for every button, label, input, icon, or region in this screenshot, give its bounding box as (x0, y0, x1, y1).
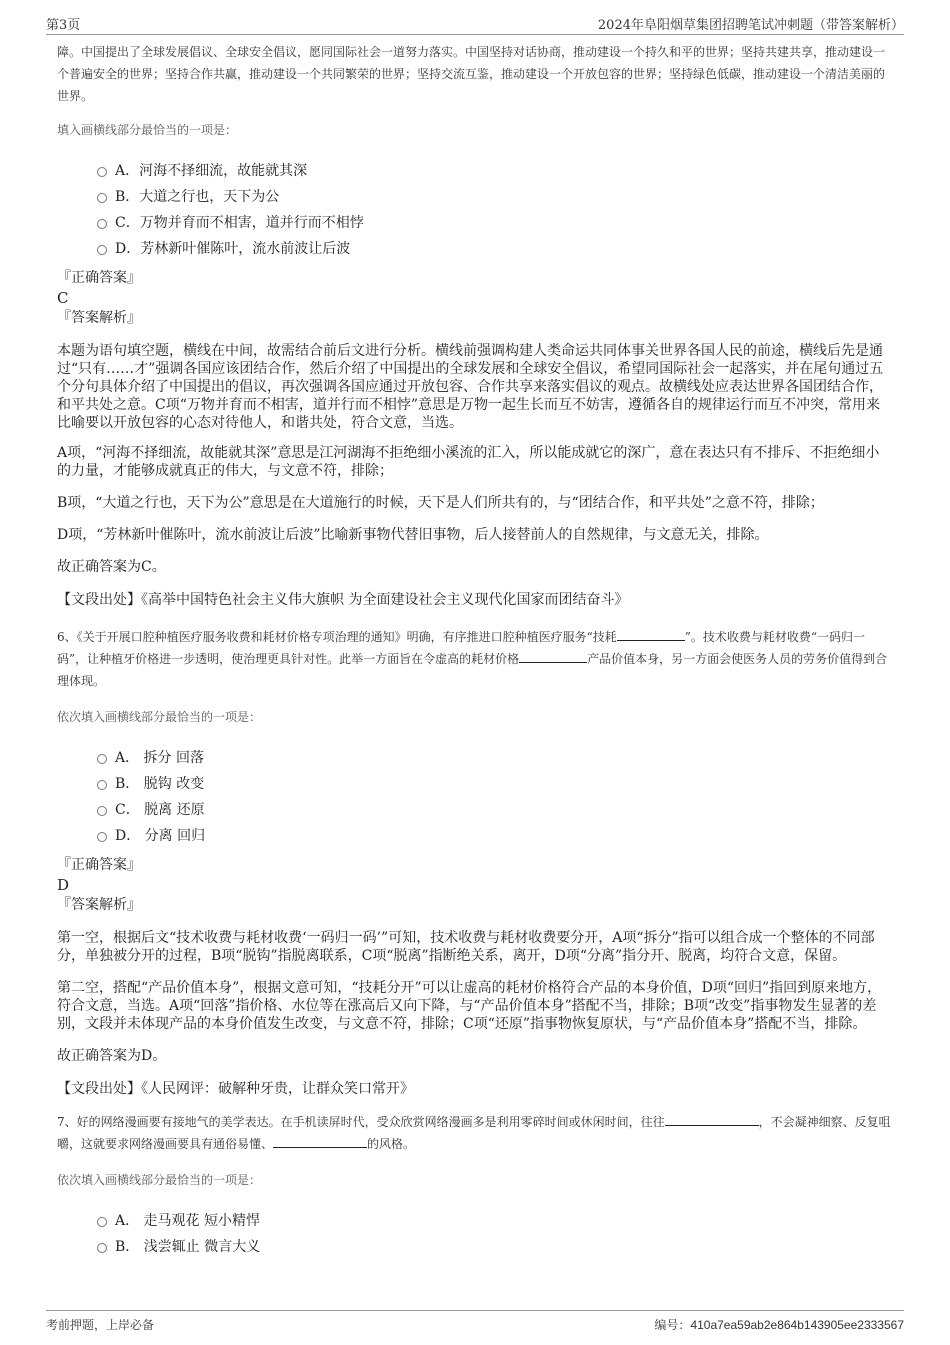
source-citation: 【文段出处】《高举中国特色社会主义伟大旗帜 为全面建设社会主义现代化国家而团结奋斗》 (57, 592, 629, 608)
analysis-paragraph: 第二空，搭配“产品价值本身”，根据文意可知，“技耗分开”可以让虚高的耗材价格符合产品的本身价值，D项“回归”指回到原来地方，符合文意，当选。A项“回落”指价格、水位等在涨高后又向下降，与“产品价值本身”搭配不当，排除；B项“改变”指事物发生显著的差别，文段并未体现产品的本身价值发生改变，与文意不符，排除；C项“还原”指事物恢复原状，与“产品价值本身”搭配不当，排除。 (57, 980, 882, 1032)
document-title: 2024年阜阳烟草集团招聘笔试冲刺题（带答案解析） (597, 18, 904, 33)
correct-answer: D (57, 876, 70, 894)
option-label: D．芳林新叶催陈叶，流水前波让后波 (115, 241, 351, 257)
fill-blank (617, 628, 685, 641)
footer-slogan: 考前押题，上岸必备 (46, 1318, 155, 1332)
stem-text: 产品价值本身，另一方面会使医务人员的劳务价值得到合理体现。 (57, 652, 888, 688)
stem-text: 7、好的网络漫画要有接地气的美学表达。在手机读屏时代，受众欣赏网络漫画多是利用零碎时间或休闲时间，往往 (57, 1115, 665, 1129)
page-header (46, 12, 904, 35)
analysis-paragraph: D项，“芳林新叶催陈叶，流水前波让后波”比喻新事物代替旧事物，后人接替前人的自然规律，与文意无关，排除。 (57, 527, 769, 543)
question-prompt: 填入画横线部分最恰当的一项是： (57, 123, 238, 137)
option-list (95, 1208, 893, 1260)
option-label: A． 拆分 回落 (115, 750, 205, 766)
radio-icon[interactable] (97, 193, 107, 203)
answer-label: 『正确答案』 (57, 270, 141, 286)
stem-text: ，不会凝神细察、反复咀嚼，这就要求网络漫画要具有通俗易懂、 (57, 1115, 891, 1151)
stem-text: 的风格。 (367, 1137, 416, 1151)
option-label: B． 脱钩 改变 (115, 776, 205, 792)
question-stem (57, 1111, 893, 1155)
page-footer (46, 1310, 904, 1337)
analysis-paragraph: 本题为语句填空题，横线在中间，故需结合前后文进行分析。横线前强调构建人类命运共同体事关世界各国人民的前途，横线后先是通过“只有……才”强调各国应该团结合作，然后介绍了中国提出的全球发展和全球安全倡议，希望同国际社会一起落实，并在尾句通过五个分句具体介绍了中国提出的倡议，再次强调各国应通过开放包容、合作共享来落实倡议的观点。故横线处应表达世界各国团结合作，和平共处之意。C项“万物并育而不相害，道并行而不相悖”意思是万物一起生长而互不妨害，遵循各自的规律运行而互不冲突，常用来比喻要以开放包容的心态对待他人，和谐共处，符合文意，当选。 (57, 343, 884, 431)
question-prompt: 依次填入画横线部分最恰当的一项是： (57, 710, 262, 724)
option-label: C． 脱离 还原 (115, 802, 205, 818)
option-b[interactable] (95, 1234, 893, 1260)
fill-blank (665, 1113, 759, 1126)
radio-icon[interactable] (97, 806, 107, 816)
radio-icon[interactable] (97, 1217, 107, 1227)
option-a[interactable] (95, 158, 893, 184)
radio-icon[interactable] (97, 832, 107, 842)
question-stem (57, 626, 893, 692)
option-label: A．河海不择细流，故能就其深 (115, 163, 308, 179)
radio-icon[interactable] (97, 245, 107, 255)
analysis-paragraph: B项，“大道之行也，天下为公”意思是在大道施行的时候，天下是人们所共有的，与“团结合作，和平共处”之意不符，排除； (57, 495, 824, 511)
analysis-label: 『答案解析』 (57, 897, 141, 913)
analysis-paragraph: 第一空，根据后文“技术收费与耗材收费‘一码归一码’”可知，技术收费与耗材收费要分开，A项“拆分”指可以组合成一个整体的不同部分，单独被分开的过程，B项“脱钩”指脱离联系，C项“脱离”指断绝关系，离开，D项“分离”指分开、脱离，均符合文意，保留。 (57, 930, 875, 964)
option-list (95, 158, 893, 262)
option-b[interactable] (95, 184, 893, 210)
radio-icon[interactable] (97, 780, 107, 790)
option-c[interactable] (95, 797, 893, 823)
radio-icon[interactable] (97, 1243, 107, 1253)
answer-label: 『正确答案』 (57, 857, 141, 873)
option-c[interactable] (95, 210, 893, 236)
option-label: A． 走马观花 短小精悍 (115, 1213, 261, 1229)
option-label: C．万物并育而不相害，道并行而不相悖 (115, 215, 364, 231)
option-label: B．大道之行也，天下为公 (115, 189, 280, 205)
option-label: D． 分离 回归 (115, 828, 206, 844)
question-prompt: 依次填入画横线部分最恰当的一项是： (57, 1173, 262, 1187)
stem-text: ”。技术收费与耗材收费“一码归一码”，让种植牙价格进一步透明，使治理更具针对性。此举一方面旨在令虚高的耗材价格 (57, 630, 866, 666)
option-a[interactable] (95, 745, 893, 771)
option-label: B． 浅尝辄止 微言大义 (115, 1239, 261, 1255)
radio-icon[interactable] (97, 219, 107, 229)
code-value: 410a7ea59ab2e864b143905ee2333567 (690, 1318, 904, 1332)
analysis-label: 『答案解析』 (57, 310, 141, 326)
option-a[interactable] (95, 1208, 893, 1234)
question-7 (57, 1111, 893, 1260)
question-6 (57, 626, 893, 1099)
fill-blank (273, 1135, 367, 1148)
option-b[interactable] (95, 771, 893, 797)
option-d[interactable] (95, 236, 893, 262)
analysis-conclusion: 故正确答案为C。 (57, 559, 166, 575)
radio-icon[interactable] (97, 167, 107, 177)
code-label: 编号： (654, 1318, 691, 1332)
question-5 (57, 121, 893, 610)
fill-blank (519, 650, 587, 663)
document-code (654, 1316, 904, 1333)
option-d[interactable] (95, 823, 893, 849)
correct-answer: C (57, 289, 69, 307)
analysis-paragraph: A项，“河海不择细流，故能就其深”意思是江河湖海不拒绝细小溪流的汇入，所以能成就它的深广，意在表达只有不排斥、不拒绝细小的力量，才能够成就真正的伟大，与文意不符，排除； (57, 445, 880, 479)
page-content (57, 41, 893, 1260)
option-list (95, 745, 893, 849)
page-number: 第3页 (46, 18, 81, 33)
stem-text: 6、《关于开展口腔种植医疗服务收费和耗材价格专项治理的通知》明确，有序推进口腔种植医疗服务“技耗 (57, 630, 617, 644)
intro-paragraph: 障。中国提出了全球发展倡议、全球安全倡议，愿同国际社会一道努力落实。中国坚持对话协商，推动建设一个持久和平的世界；坚持共建共享，推动建设一个普遍安全的世界；坚持合作共赢，推动建设一个共同繁荣的世界；坚持交流互鉴，推动建设一个开放包容的世界；坚持绿色低碳，推动建设一个清洁美丽的世界。 (57, 45, 886, 103)
radio-icon[interactable] (97, 754, 107, 764)
analysis-conclusion: 故正确答案为D。 (57, 1048, 167, 1064)
source-citation: 【文段出处】《人民网评：破解种牙贵，让群众笑口常开》 (57, 1081, 414, 1097)
